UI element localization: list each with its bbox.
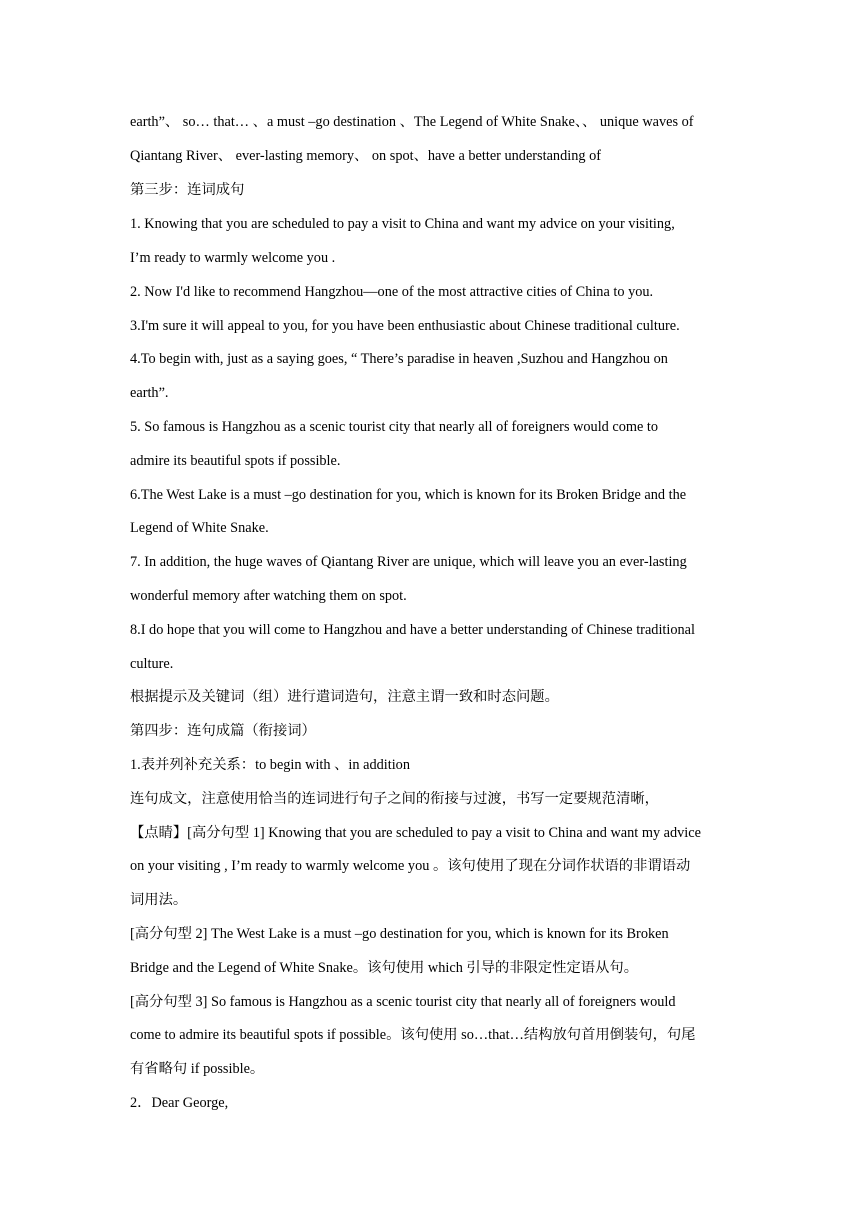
text-line: come to admire its beautiful spots if possible。该句使用 so…that…结构放句首用倒装句，句尾 [130,1027,696,1043]
text-line: Bridge and the Legend of White Snake。该句使用 which 引导的非限定性定语从句。 [130,960,638,976]
text-line: 1. Knowing that you are scheduled to pay a visit to China and want my advice on your visiting, [130,216,675,232]
text-line: 7. In addition, the huge waves of Qiantang River are unique, which will leave you an ever-lasting [130,554,687,570]
text-line: 词用法。 [130,892,188,908]
step-heading: 第三步：连词成句 [130,182,245,198]
text-line: 8.I do hope that you will come to Hangzhou and have a better understanding of Chinese traditional [130,622,695,638]
text-line: Legend of White Snake. [130,520,269,536]
text-line: 3.I'm sure it will appeal to you, for you have been enthusiastic about Chinese traditional culture. [130,318,680,334]
text-line: culture. [130,656,174,672]
text-line: on your visiting , I’m ready to warmly welcome you 。该句使用了现在分词作状语的非谓语动 [130,858,691,874]
text-line: earth”、 so… that… 、a must –go destination 、The Legend of White Snake、、 unique waves of [130,114,694,130]
text-line: 2．Dear George, [130,1095,229,1111]
text-line: 4.To begin with, just as a saying goes, “ There’s paradise in heaven ,Suzhou and Hangzhou on [130,351,668,367]
step-heading: 第四步：连句成篇（衔接词） [130,723,316,739]
text-line: [高分句型 3] So famous is Hangzhou as a scenic tourist city that nearly all of foreigners would [130,994,676,1010]
text-line: 2. Now I'd like to recommend Hangzhou—one of the most attractive cities of China to you. [130,284,654,300]
text-line: earth”. [130,385,169,401]
text-line: [高分句型 2] The West Lake is a must –go destination for you, which is known for its Broken [130,926,669,942]
text-line: 1.表并列补充关系：to begin with 、in addition [130,757,410,773]
text-line: 6.The West Lake is a must –go destination for you, which is known for its Broken Bridge and the [130,487,687,503]
text-line: 连句成文，注意使用恰当的连词进行句子之间的衔接与过渡，书写一定要规范清晰， [130,791,659,807]
text-line: I’m ready to warmly welcome you . [130,250,336,266]
text-line: 5. So famous is Hangzhou as a scenic tourist city that nearly all of foreigners would come to [130,419,659,435]
text-line: wonderful memory after watching them on spot. [130,588,407,604]
text-line: admire its beautiful spots if possible. [130,453,341,469]
text-line: 根据提示及关键词（组）进行遣词造句，注意主谓一致和时态问题。 [130,689,559,705]
text-line: 有省略句 if possible。 [130,1061,265,1077]
text-line: 【点睛】[高分句型 1] Knowing that you are scheduled to pay a visit to China and want my advice [130,825,701,841]
text-line: Qiantang River、 ever-lasting memory、 on spot、have a better understanding of [130,148,601,164]
